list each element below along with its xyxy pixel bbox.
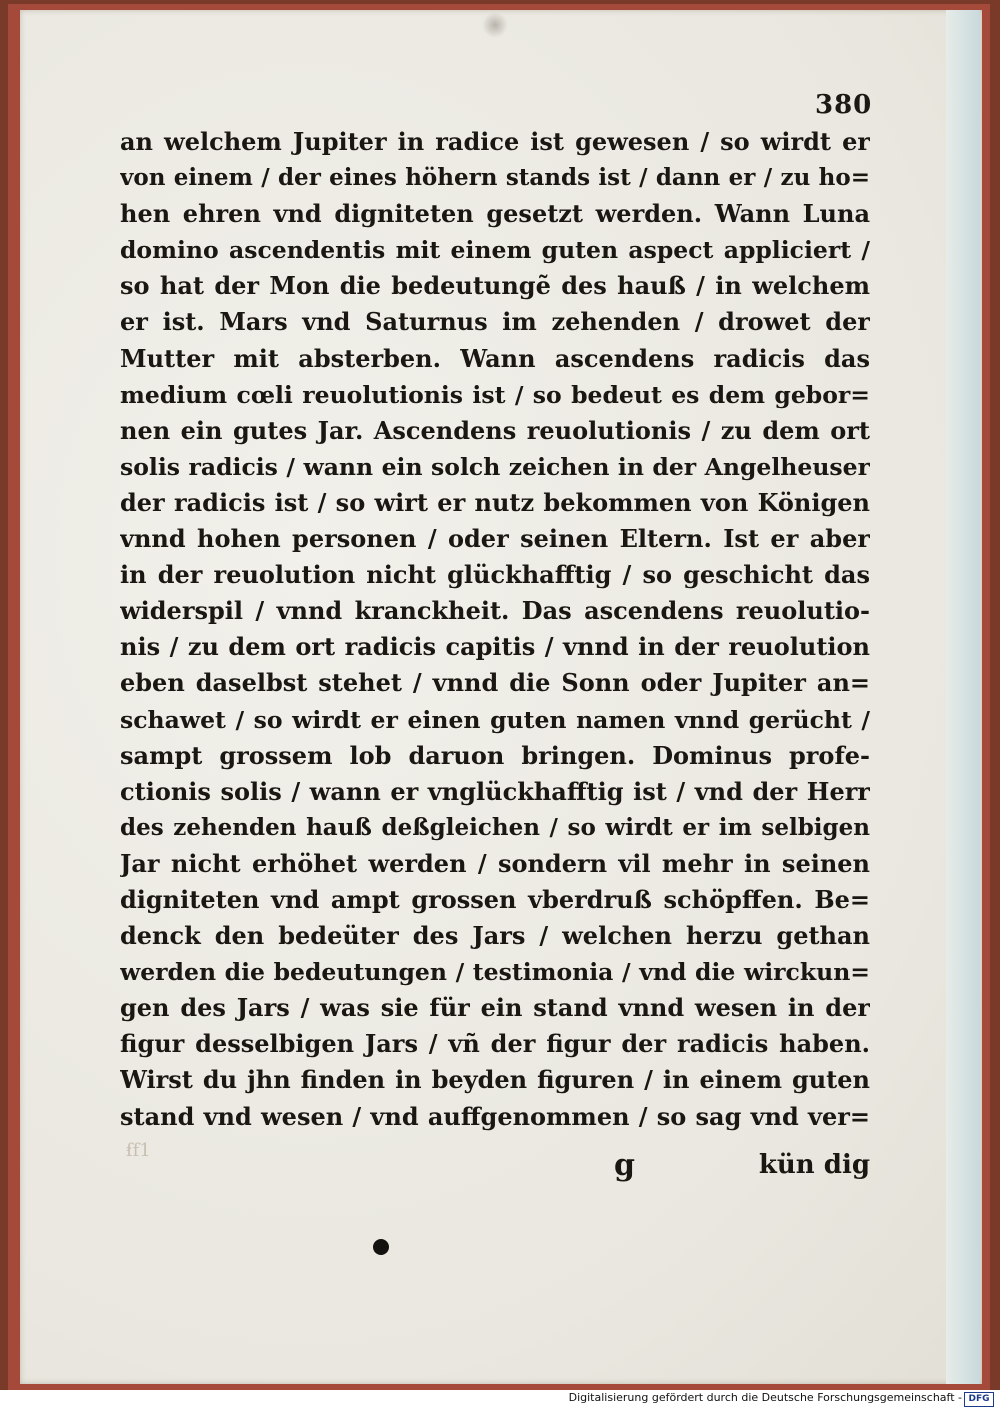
signature-mark: g [614, 1148, 635, 1183]
faded-marginal-mark: ẜf1 [126, 1140, 151, 1161]
text-line: so hat der Mon die bedeutungẽ des hauß / in welchem [120, 271, 870, 301]
page-edge-tint [946, 10, 980, 1384]
footer-credit-text: Digitalisierung gefördert durch die Deutsche Forschungsgemeinschaft - [568, 1391, 962, 1404]
text-line: Mutter mit absterben. Wann ascendens radicis das [120, 343, 870, 373]
text-line: stand vnd wesen / vnd auffgenommen / so sag vnd ver= [120, 1101, 870, 1131]
text-line: vnnd hohen personen / oder seinen Eltern. Ist er aber [120, 524, 870, 554]
text-line: denck den bedeüter des Jars / welchen herzu gethan [120, 921, 870, 951]
text-line: medium cœli reuolutionis ist / so bedeut es dem gebor= [120, 380, 870, 409]
footer-bar [0, 1390, 1000, 1408]
text-line: Jar nicht erhöhet werden / sondern vil mehr in seinen [120, 848, 870, 878]
ink-dot [373, 1239, 389, 1255]
catchword: kün dig [758, 1150, 870, 1180]
text-line: von einem / der eines höhern stands ist / dann er / zu ho= [120, 164, 870, 192]
dfg-logo: DFG [964, 1392, 994, 1407]
text-line: des zehenden hauß deßgleichen / so wirdt er im selbigen [120, 813, 870, 841]
body-text [120, 124, 870, 1135]
text-line: figur desselbigen Jars / vñ der figur der radicis haben. [120, 1029, 870, 1059]
text-line: solis radicis / wann ein solch zeichen in der Angelheuser [120, 452, 870, 481]
catchword-row [120, 1148, 870, 1188]
text-line: er ist. Mars vnd Saturnus im zehenden / drowet der [120, 307, 870, 337]
text-line: nen ein gutes Jar. Ascendens reuolutionis / zu dem ort [120, 415, 870, 445]
text-line: digniteten vnd ampt grossen vberdruß schöpffen. Be= [120, 884, 870, 914]
text-line: hen ehren vnd digniteten gesetzt werden. Wann Luna [120, 199, 870, 229]
ink-smudge [482, 12, 508, 38]
page-number: 380 [815, 90, 873, 120]
text-line: gen des Jars / was sie für ein stand vnnd wesen in der [120, 993, 870, 1023]
text-line: sampt grossem lob daruon bringen. Dominus profe- [120, 740, 870, 770]
text-line: werden die bedeutungen / testimonia / vnd die wirckun= [120, 958, 870, 987]
text-line: widerspil / vnnd kranckheit. Das ascendens reuolutio- [120, 596, 870, 626]
text-line: der radicis ist / so wirt er nutz bekommen von Königen [120, 487, 870, 517]
text-line: Wirst du jhn finden in beyden figuren / in einem guten [120, 1065, 870, 1095]
text-line: nis / zu dem ort radicis capitis / vnnd in der reuolution [120, 632, 870, 662]
text-line: an welchem Jupiter in radice ist gewesen / so wirdt er [120, 127, 870, 156]
text-line: schawet / so wirdt er einen guten namen vnnd gerücht / [120, 705, 870, 734]
text-line: in der reuolution nicht glückhafftig / so geschicht das [120, 560, 870, 590]
text-line: ctionis solis / wann er vnglückhafftig ist / vnd der Herr [120, 776, 870, 806]
text-line: domino ascendentis mit einem guten aspect appliciert / [120, 236, 870, 265]
text-line: eben daselbst stehet / vnnd die Sonn oder Jupiter an= [120, 668, 870, 698]
